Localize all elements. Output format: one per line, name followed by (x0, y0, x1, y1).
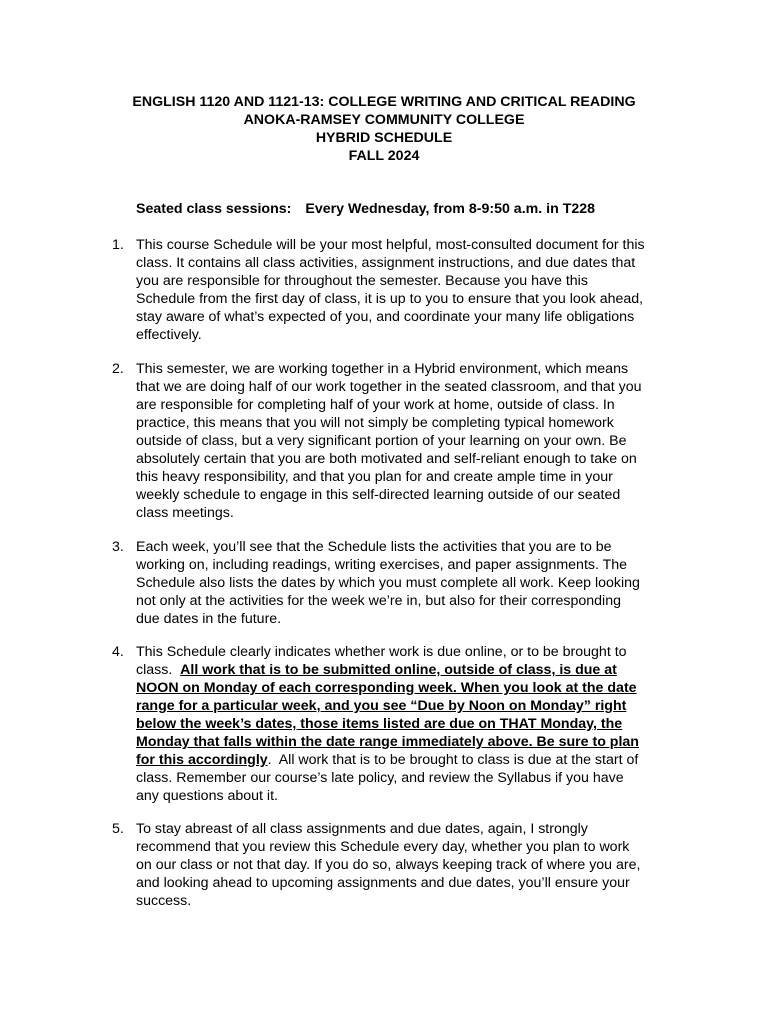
item-number: 5. (112, 821, 124, 837)
text-line: recommend that you review this Schedule every day, whether you plan to work (136, 839, 630, 855)
course-title: ENGLISH 1120 AND 1121-13: COLLEGE WRITING AND CRITICAL READING (132, 94, 636, 110)
text-line: are responsible for completing half of your work at home, outside of class. In (136, 397, 615, 413)
text-line: effectively. (136, 327, 202, 343)
item-number: 4. (112, 644, 124, 660)
text-line: this heavy responsibility, and that you plan for and create ample time in your (136, 469, 613, 485)
text-line: Schedule from the first day of class, it is up to you to ensure that you look ahead, (136, 291, 644, 307)
text-line: stay aware of what’s expected of you, and coordinate your many life obligations (136, 309, 635, 325)
item-number: 3. (112, 539, 124, 555)
emphasis-text: Monday that falls within the date range immediately above. Be sure to plan (136, 734, 639, 750)
text-segment: class. (136, 662, 181, 678)
emphasis-text: below the week’s dates, those items listed are due on THAT Monday, the (136, 716, 623, 732)
text-line (136, 661, 639, 679)
text-line (136, 697, 639, 715)
text-line: Each week, you’ll see that the Schedule lists the activities that you are to be (136, 539, 612, 555)
item-number: 2. (112, 361, 124, 377)
document-header (0, 93, 768, 165)
text-segment: . All work that is to be brought to class is due at the start of (267, 752, 639, 768)
seated-label: Seated class sessions: (136, 201, 292, 217)
text-line (136, 733, 639, 751)
emphasis-text: NOON on Monday of each corresponding week. When you look at the date (136, 680, 637, 696)
text-line: you are responsible for throughout the semester. Because you have this (136, 273, 588, 289)
text-line: that we are doing half of our work together in the seated classroom, and that you (136, 379, 642, 395)
text-line: To stay abreast of all class assignments and due dates, again, I strongly (136, 821, 588, 837)
emphasis-text: for this accordingly (136, 752, 268, 768)
item-text (136, 820, 640, 910)
text-line: any questions about it. (136, 788, 278, 804)
schedule-type: HYBRID SCHEDULE (315, 130, 453, 146)
text-line: This Schedule clearly indicates whether work is due online, or to be brought to (136, 644, 627, 660)
text-line: and looking ahead to upcoming assignments and due dates, you’ll ensure your (136, 875, 630, 891)
text-line: due dates in the future. (136, 611, 282, 627)
term: FALL 2024 (348, 148, 420, 164)
text-line (136, 679, 639, 697)
text-line: weekly schedule to engage in this self-directed learning outside of our seated (136, 487, 621, 503)
text-line: absolutely certain that you are both motivated and self-reliant enough to take on (136, 451, 637, 467)
text-line: class. It contains all class activities, assignment instructions, and due dates that (136, 255, 636, 271)
item-text (136, 360, 642, 522)
text-line: success. (136, 893, 192, 909)
text-line: on our class or not that day. If you do so, always keeping track of where you are, (136, 857, 641, 873)
emphasis-text: All work that is to be submitted online, outside of class, is due at (180, 662, 617, 678)
text-line: practice, this means that you will not simply be completing typical homework (136, 415, 614, 431)
text-line (136, 751, 639, 769)
item-text (136, 236, 645, 344)
emphasis-text: range for a particular week, and you see “Due by Noon on Monday” right (136, 698, 627, 714)
seated-value: Every Wednesday, from 8-9:50 a.m. in T228 (305, 201, 596, 217)
item-text (136, 538, 640, 628)
item-number: 1. (112, 237, 124, 253)
text-line: not only at the activities for the week we’re in, but also for their corresponding (136, 593, 621, 609)
text-line (136, 715, 639, 733)
college-name: ANOKA-RAMSEY COMMUNITY COLLEGE (243, 112, 525, 128)
seated-sessions (136, 200, 595, 218)
item-text (136, 643, 639, 805)
text-line: Schedule also lists the dates by which you must complete all work. Keep looking (136, 575, 640, 591)
text-line: class meetings. (136, 505, 234, 521)
text-line: working on, including readings, writing exercises, and paper assignments. The (136, 557, 628, 573)
text-line: class. Remember our course’s late policy, and review the Syllabus if you have (136, 770, 624, 786)
text-line: outside of class, but a very significant portion of your learning on your own. Be (136, 433, 627, 449)
text-line: This semester, we are working together in a Hybrid environment, which means (136, 361, 629, 377)
text-line: This course Schedule will be your most helpful, most-consulted document for this (136, 237, 645, 253)
